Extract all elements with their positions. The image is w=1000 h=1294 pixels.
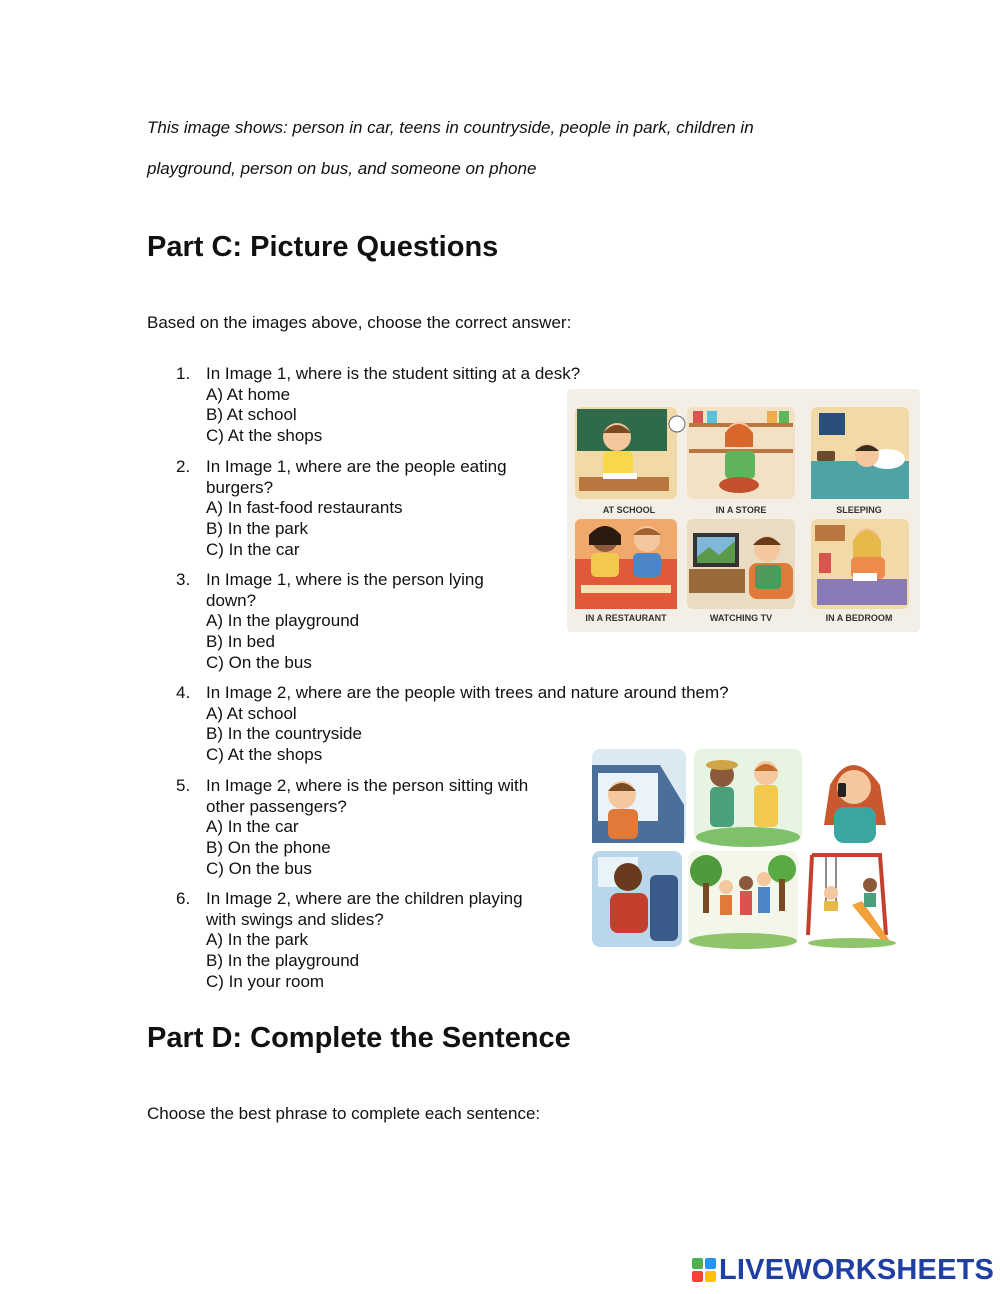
answer-option-c[interactable]: C) On the bus — [206, 858, 312, 878]
liveworksheets-logo-icon — [692, 1258, 716, 1282]
part-c-heading: Part C: Picture Questions — [147, 231, 499, 263]
answer-option-c[interactable]: C) In your room — [206, 971, 325, 991]
question-number: 2. — [176, 457, 191, 476]
image-2-svg — [590, 745, 906, 950]
panel-in-a-bedroom — [811, 519, 909, 609]
panel-watching-tv — [687, 519, 795, 609]
liveworksheets-logo-text: LIVEWORKSHEETS — [719, 1253, 995, 1286]
answer-option-a[interactable]: A) In the playground — [206, 611, 360, 631]
answer-option-c[interactable]: C) On the bus — [206, 652, 312, 672]
answer-option-b[interactable]: B) On the phone — [206, 838, 331, 858]
answer-option-a[interactable]: A) In fast-food restaurants — [206, 498, 403, 518]
answer-option-b[interactable]: B) In the playground — [206, 951, 360, 971]
label-in-a-bedroom: IN A BEDROOM — [825, 613, 893, 623]
panel-in-a-restaurant — [575, 519, 677, 609]
question-text-line-1: In Image 2, where is the person sitting with — [206, 776, 529, 795]
question-number: 6. — [176, 889, 191, 908]
question-number: 4. — [176, 683, 191, 702]
answer-option-b[interactable]: B) At school — [206, 405, 297, 425]
panel-person-on-bus — [592, 851, 682, 947]
answer-option-c[interactable]: C) At the shops — [206, 426, 323, 446]
question-text-line-1: In Image 2, where are the children playing — [206, 889, 523, 908]
panel-children-in-playground — [804, 851, 904, 948]
question-text-line-1: In Image 1, where are the people eating — [206, 457, 507, 476]
answer-option-a[interactable]: A) In the car — [206, 817, 299, 837]
image-2-illustration — [590, 745, 906, 950]
panel-sleeping — [811, 407, 909, 499]
label-sleeping: SLEEPING — [836, 505, 882, 515]
question-number: 3. — [176, 570, 191, 589]
panel-someone-on-phone — [810, 749, 904, 843]
answer-option-b[interactable]: B) In the park — [206, 519, 309, 539]
answer-option-b[interactable]: B) In bed — [206, 632, 275, 652]
part-d-intro: Choose the best phrase to complete each sentence: — [147, 1104, 541, 1123]
question-text-line-2: burgers? — [206, 477, 274, 497]
question-number: 1. — [176, 364, 191, 383]
question-text-line-2: other passengers? — [206, 796, 347, 816]
label-at-school: AT SCHOOL — [602, 505, 656, 515]
question-text-line-1: In Image 1, where is the person lying — [206, 570, 484, 589]
panel-people-in-park — [688, 851, 798, 949]
liveworksheets-logo[interactable] — [692, 1255, 994, 1285]
question-number: 5. — [176, 776, 191, 795]
label-in-a-restaurant: IN A RESTAURANT — [585, 613, 667, 623]
question-text: In Image 2, where are the people with trees and nature around them? — [206, 683, 729, 702]
panel-at-school — [575, 407, 685, 499]
answer-option-c[interactable]: C) At the shops — [206, 745, 323, 765]
label-in-a-store: IN A STORE — [715, 505, 767, 515]
image-1-svg — [567, 389, 920, 632]
panel-teens-in-countryside — [694, 749, 802, 847]
panel-person-in-car — [592, 749, 686, 843]
answer-option-b[interactable]: B) In the countryside — [206, 724, 362, 744]
answer-option-a[interactable]: A) At school — [206, 703, 297, 723]
label-watching-tv: WATCHING TV — [709, 613, 773, 623]
answer-option-c[interactable]: C) In the car — [206, 539, 300, 559]
question-text: In Image 1, where is the student sitting at a desk? — [206, 364, 581, 383]
question-text-line-2: down? — [206, 590, 257, 610]
answer-option-a[interactable]: A) At home — [206, 384, 291, 404]
part-d-heading: Part D: Complete the Sentence — [147, 1022, 571, 1054]
image-caption-line-2: playground, person on bus, and someone on phone — [147, 159, 537, 178]
image-1-illustration — [567, 389, 920, 632]
image-caption-line-1: This image shows: person in car, teens in countryside, people in park, children in — [147, 118, 754, 137]
part-c-intro: Based on the images above, choose the correct answer: — [147, 313, 572, 332]
question-text-line-2: with swings and slides? — [206, 909, 384, 929]
answer-option-a[interactable]: A) In the park — [206, 930, 309, 950]
panel-in-a-store — [687, 407, 795, 499]
